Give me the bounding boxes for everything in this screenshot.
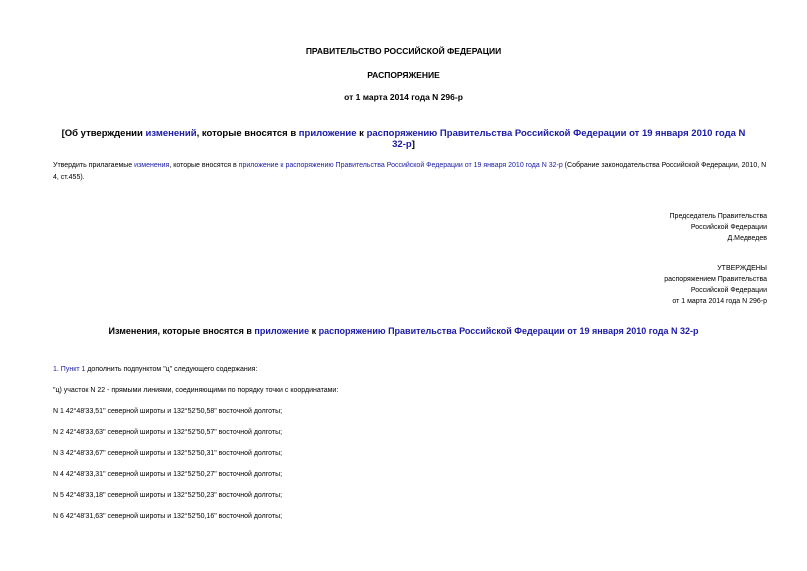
coordinate-point: N 5 42°48'33,18" северной широты и 132°52'50,23" восточной долготы; — [53, 492, 283, 499]
intro-paragraph — [53, 160, 773, 184]
signature-block — [547, 211, 767, 244]
title-link-changes[interactable]: изменений — [145, 128, 197, 139]
intro-link-order[interactable]: приложение к распоряжению Правительства Российской Федерации от 19 января 2010 года N 32-р — [238, 162, 563, 169]
title-mid1: , которые вносятся в — [196, 128, 299, 139]
title-close: ] — [411, 139, 415, 150]
item-1-number: 1. — [53, 366, 61, 373]
signature-line-2: Российской Федерации — [690, 224, 767, 231]
title-open: [Об утверждении — [61, 128, 146, 139]
coordinate-point: N 1 42°48'33,51" северной широты и 132°52'50,58" восточной долготы; — [53, 408, 283, 415]
coordinate-point: N 2 42°48'33,63" северной широты и 132°52'50,57" восточной долготы; — [53, 429, 283, 436]
item-1-link[interactable]: Пункт 1 — [60, 366, 86, 373]
intro-link-changes[interactable]: изменения — [134, 162, 170, 169]
signature-line-3: Д.Медведев — [727, 235, 767, 242]
coordinate-point: N 3 42°48'33,67" северной широты и 132°52'50,31" восточной долготы; — [53, 450, 283, 457]
coordinate-point: N 6 42°48'31,63" северной широты и 132°52'50,16" восточной долготы; — [53, 513, 283, 520]
approval-line-4: от 1 марта 2014 года N 296-р — [672, 298, 767, 305]
changes-title-text-2: к — [309, 326, 319, 336]
subitem-c: "ц) участок N 22 - прямыми линиями, соединяющими по порядку точки с координатами: — [53, 387, 339, 394]
approval-line-1: УТВЕРЖДЕНЫ — [717, 265, 767, 272]
title-link-order[interactable]: распоряжению Правительства Российской Федерации от 19 января 2010 года N 32-р — [366, 128, 746, 150]
intro-text-3: (Собрание законодательства Российской Федерации, 2010, N 4, ст.455). — [53, 162, 767, 181]
changes-title — [60, 326, 747, 336]
approval-line-3: Российской Федерации — [690, 287, 767, 294]
doc-type-heading: РАСПОРЯЖЕНИЕ — [367, 70, 440, 80]
changes-link-appendix[interactable]: приложение — [254, 326, 310, 336]
item-1-text: дополнить подпунктом "ц" следующего содержания: — [85, 366, 258, 373]
approval-line-2: распоряжением Правительства — [664, 276, 767, 283]
government-heading: ПРАВИТЕЛЬСТВО РОССИЙСКОЙ ФЕДЕРАЦИИ — [305, 46, 502, 56]
changes-link-order[interactable]: распоряжению Правительства Российской Федерации от 19 января 2010 года N 32-р — [318, 326, 699, 336]
approval-block — [547, 263, 767, 307]
intro-text-2: , которые вносятся в — [169, 162, 239, 169]
item-1 — [53, 366, 257, 373]
intro-text-1: Утвердить прилагаемые — [53, 162, 135, 169]
title-link-appendix[interactable]: приложение — [298, 128, 357, 139]
document-title — [60, 128, 747, 150]
title-mid2: к — [356, 128, 367, 139]
doc-date-number: от 1 марта 2014 года N 296-р — [344, 92, 463, 102]
changes-title-text-1: Изменения, которые вносятся в — [108, 326, 255, 336]
signature-line-1: Председатель Правительства — [669, 213, 767, 220]
coordinate-point: N 4 42°48'33,31" северной широты и 132°52'50,27" восточной долготы; — [53, 471, 283, 478]
